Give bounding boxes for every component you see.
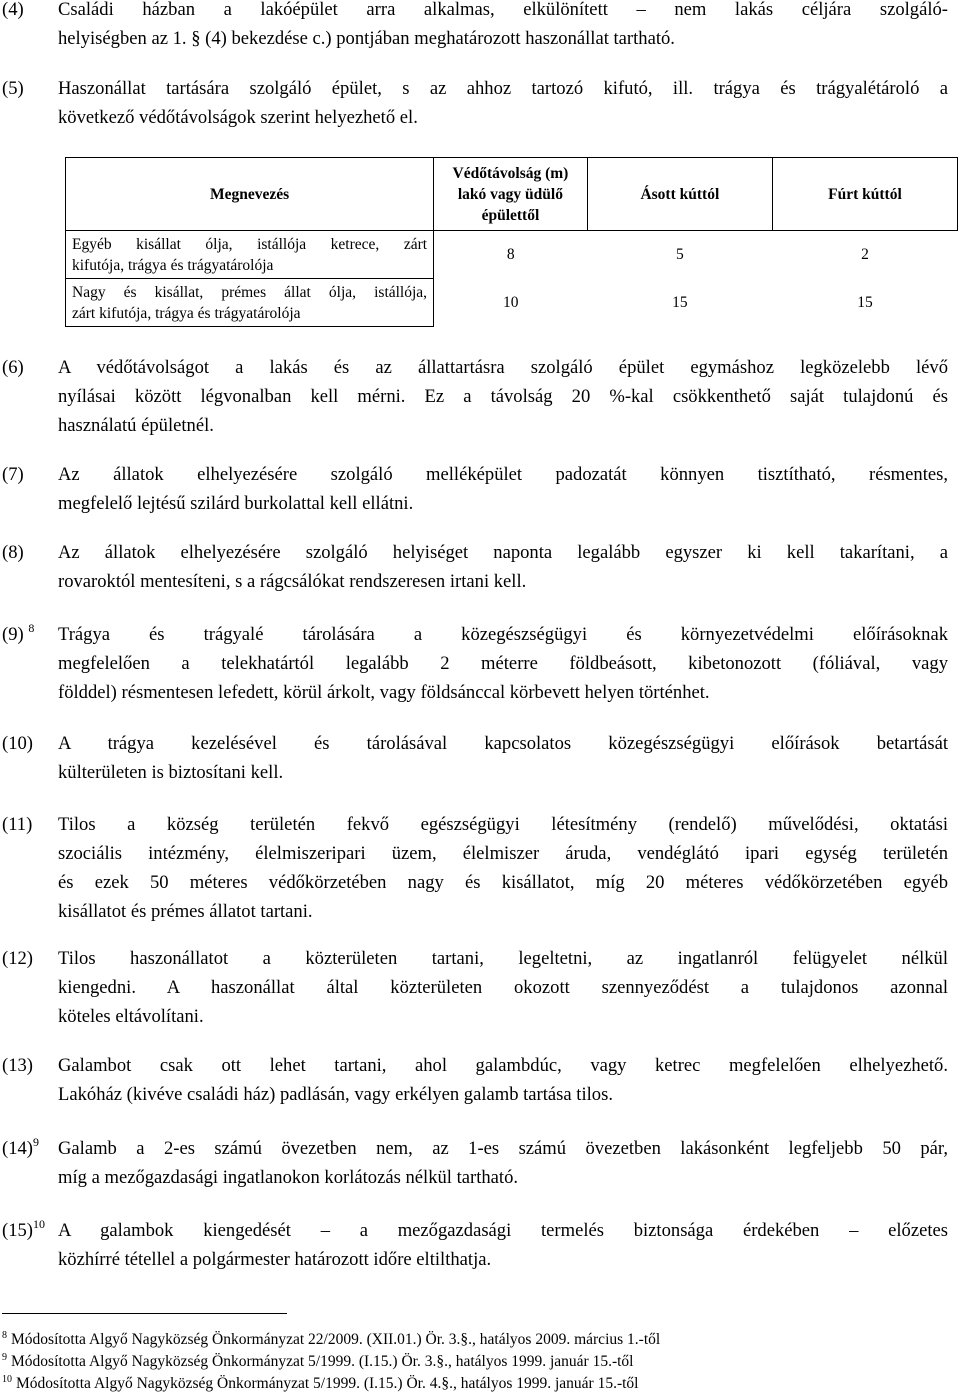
footnote-separator (2, 1313, 287, 1314)
text-line: helyiségben az 1. § (4) bekezdése c.) pontjában meghatározott haszonállat tartható. (58, 28, 675, 49)
text-line: megfelelően a telekhatártól legalább 2 méterre földbeásott, kibetonozott (fóliával, vagy (58, 653, 948, 674)
paragraph-5 (0, 74, 948, 132)
header-dug-well: Ásott kúttól (587, 158, 772, 231)
text-line: Lakóház (kivéve családi ház) padlásán, vagy erkélyen galamb tartása tilos. (58, 1084, 613, 1105)
cell-protect-distance: 8 (506, 246, 515, 264)
text-line: rovaroktól mentesíteni, s a rágcsálókat rendszeresen irtani kell. (58, 571, 527, 592)
paragraph-number: (8) (2, 542, 24, 563)
row-name (66, 279, 434, 327)
paragraph-7 (0, 460, 948, 518)
paragraph-12 (0, 944, 948, 1031)
cell-dug-well: 15 (672, 294, 688, 311)
footnote (2, 1352, 633, 1372)
cell-drilled-well: 15 (857, 294, 873, 311)
paragraph-14 (0, 1134, 948, 1192)
footnote-number: 9 (2, 1352, 7, 1363)
row-name-line: Egyéb kisállat ólja, istállója ketrece, zárt (72, 236, 428, 253)
paragraph-4 (0, 0, 948, 53)
text-line: szociális intézmény, élelmiszeripari üzem, élelmiszer áruda, vendéglátó ipari egység területén (58, 843, 948, 864)
text-line: míg a mezőgazdasági ingatlanokon korlátozás nélkül tartható. (58, 1167, 519, 1188)
text-line: és ezek 50 méteres védőkörzetében nagy és kisállatot, míg 20 méteres védőkörzetében egyéb (58, 872, 948, 893)
text-line: Az állatok elhelyezésére szolgáló melléképület padozatát könnyen tisztítható, résmentes, (58, 464, 948, 485)
header-name: Megnevezés (66, 158, 434, 231)
paragraph-number: (7) (2, 464, 24, 485)
text-line: nyílásai között légvonalban kell mérni. Ez a távolság 20 %-kal csökkenthető saját tulajdonú és (58, 386, 948, 407)
footnote (2, 1374, 638, 1394)
text-line: Trágya és trágyalé tárolására a közegészségügyi és környezetvédelmi előírásoknak (58, 624, 948, 645)
text-line: A galambok kiengedését – a mezőgazdasági termelés biztonsága érdekében – előzetes (58, 1220, 948, 1241)
text-line: megfelelő lejtésű szilárd burkolattal kell ellátni. (58, 493, 414, 514)
paragraph-number: (13) (2, 1055, 33, 1076)
cell-drilled-well: 2 (861, 246, 869, 264)
paragraph-number: (5) (2, 78, 24, 99)
header-drilled-well: Fúrt kúttól (772, 158, 957, 231)
text-line: Családi házban a lakóépület arra alkalmas, elkülönített – nem lakás céljára szolgáló- (58, 0, 948, 20)
paragraph-9 (0, 620, 948, 707)
paragraph-number: (6) (2, 357, 24, 378)
text-line: külterületen is biztosítani kell. (58, 762, 284, 783)
paragraph-number-text: (14) (2, 1138, 33, 1159)
text-line: kiengedni. A haszonállat által közterületen okozott szennyeződést a tulajdonos azonnal (58, 977, 948, 998)
table-header-row (66, 158, 958, 231)
text-line: Galambot csak ott lehet tartani, ahol galambdúc, vagy ketrec megfelelően elhelyezhető. (58, 1055, 948, 1076)
paragraph-8 (0, 538, 948, 596)
footnote-text: Módosította Algyő Nagyközség Önkormányzat 5/1999. (I.15.) Ör. 4.§., hatályos 1999. január 15.-től (16, 1375, 639, 1392)
text-line: használatú épületnél. (58, 415, 214, 436)
text-line: Galamb a 2-es számú övezetben nem, az 1-es számú övezetben lakásonként legfeljebb 50 pár, (58, 1138, 948, 1159)
paragraph-number: (10) (2, 733, 33, 754)
table-row (66, 231, 958, 279)
paragraph-number: (12) (2, 948, 33, 969)
text-line: kisállatot és prémes állatot tartani. (58, 901, 313, 922)
text-line: köteles eltávolítani. (58, 1006, 204, 1027)
text-line: Tilos haszonállatot a közterületen tartani, legeltetni, az ingatlanról felügyelet nélkül (58, 948, 948, 969)
footnote-number: 8 (2, 1330, 7, 1341)
paragraph-number: (11) (2, 814, 33, 835)
header-protect-distance: Védőtávolság (m) lakó vagy üdülő épülettől (434, 158, 588, 231)
cell-protect-distance: 10 (502, 294, 519, 311)
paragraph-number (2, 1216, 45, 1245)
footnote (2, 1330, 660, 1350)
footnote-ref: 9 (32, 1135, 39, 1149)
paragraph-13 (0, 1051, 948, 1109)
paragraph-number: (4) (2, 0, 24, 20)
distance-table (65, 157, 958, 327)
text-line: A védőtávolságot a lakás és az állattartásra szolgáló épület egymáshoz legközelebb lévő (58, 357, 948, 378)
text-line: következő védőtávolságok szerint helyezhető el. (58, 107, 418, 128)
footnote-number: 10 (2, 1374, 12, 1385)
footnote-text: Módosította Algyő Nagyközség Önkormányzat 22/2009. (XII.01.) Ör. 3.§., hatályos 2009. március 1.-től (11, 1331, 661, 1348)
paragraph-11 (0, 810, 948, 926)
paragraph-15 (0, 1216, 948, 1274)
row-name-line: zárt kifutója, trágya és trágyatárolója (72, 305, 301, 322)
footnote-ref: 10 (32, 1217, 45, 1231)
paragraph-number-text: (9) (2, 624, 24, 645)
cell-dug-well: 5 (675, 246, 684, 264)
text-line: Haszonállat tartására szolgáló épület, s az ahhoz tartozó kifutó, ill. trágya és trágyalétároló a (58, 78, 948, 99)
paragraph-number (2, 1134, 39, 1163)
row-name (66, 231, 434, 279)
text-line: Az állatok elhelyezésére szolgáló helyiséget naponta legalább egyszer ki kell takarítani, a (58, 542, 948, 563)
text-line: A trágya kezelésével és tárolásával kapcsolatos közegészségügyi előírások betartását (58, 733, 948, 754)
table-row (66, 279, 958, 327)
text-line: földdel) résmentesen lefedett, körül árkolt, vagy földsánccal körbevett helyen történhet. (58, 682, 710, 703)
paragraph-6 (0, 353, 948, 440)
text-line: Tilos a község területén fekvő egészségügyi létesítmény (rendelő) művelődési, oktatási (58, 814, 948, 835)
paragraph-number (2, 620, 34, 649)
text-line: közhírré tétellel a polgármester határozott időre eltilthatja. (58, 1249, 492, 1270)
paragraph-10 (0, 729, 948, 787)
footnote-text: Módosította Algyő Nagyközség Önkormányzat 5/1999. (I.15.) Ör. 3.§., hatályos 1999. január 15.-től (11, 1353, 634, 1370)
paragraph-number-text: (15) (2, 1220, 33, 1241)
row-name-line: kifutója, trágya és trágyatárolója (72, 257, 274, 274)
footnote-ref: 8 (28, 621, 35, 635)
row-name-line: Nagy és kisállat, prémes állat ólja, istállója, (72, 284, 428, 301)
